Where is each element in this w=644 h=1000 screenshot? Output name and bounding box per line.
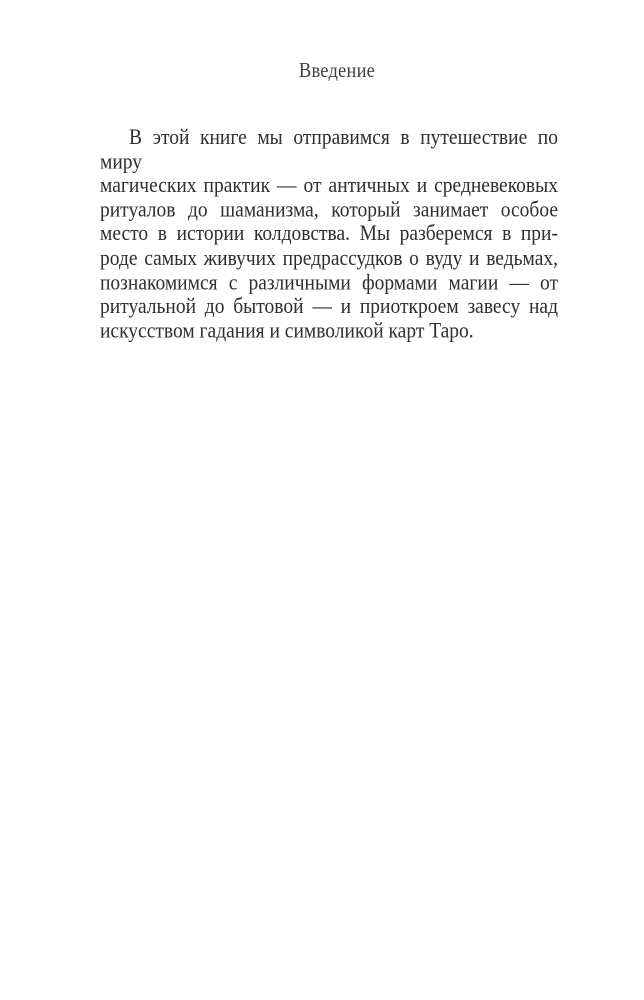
paragraph-line: место в истории колдовства. Мы разберемся в при- <box>100 222 558 247</box>
chapter-title: Введение <box>298 60 376 83</box>
paragraph-line: роде самых живучих предрассудков о вуду и ведьмах, <box>100 246 558 271</box>
paragraph-line: ритуальной до бытовой — и приоткроем завесу над <box>100 295 558 319</box>
paragraph-line: искусством гадания и символикой карт Таро. <box>100 319 474 343</box>
intro-paragraph <box>100 126 558 344</box>
paragraph-line: ритуалов до шаманизма, который занимает особое <box>100 198 558 223</box>
paragraph-line: познакомимся с различными формами магии — от <box>100 271 558 295</box>
paragraph-line: магических практик — от античных и средневековых <box>100 174 558 198</box>
paragraph-line: В этой книге мы отправимся в путешествие по миру <box>100 126 558 174</box>
